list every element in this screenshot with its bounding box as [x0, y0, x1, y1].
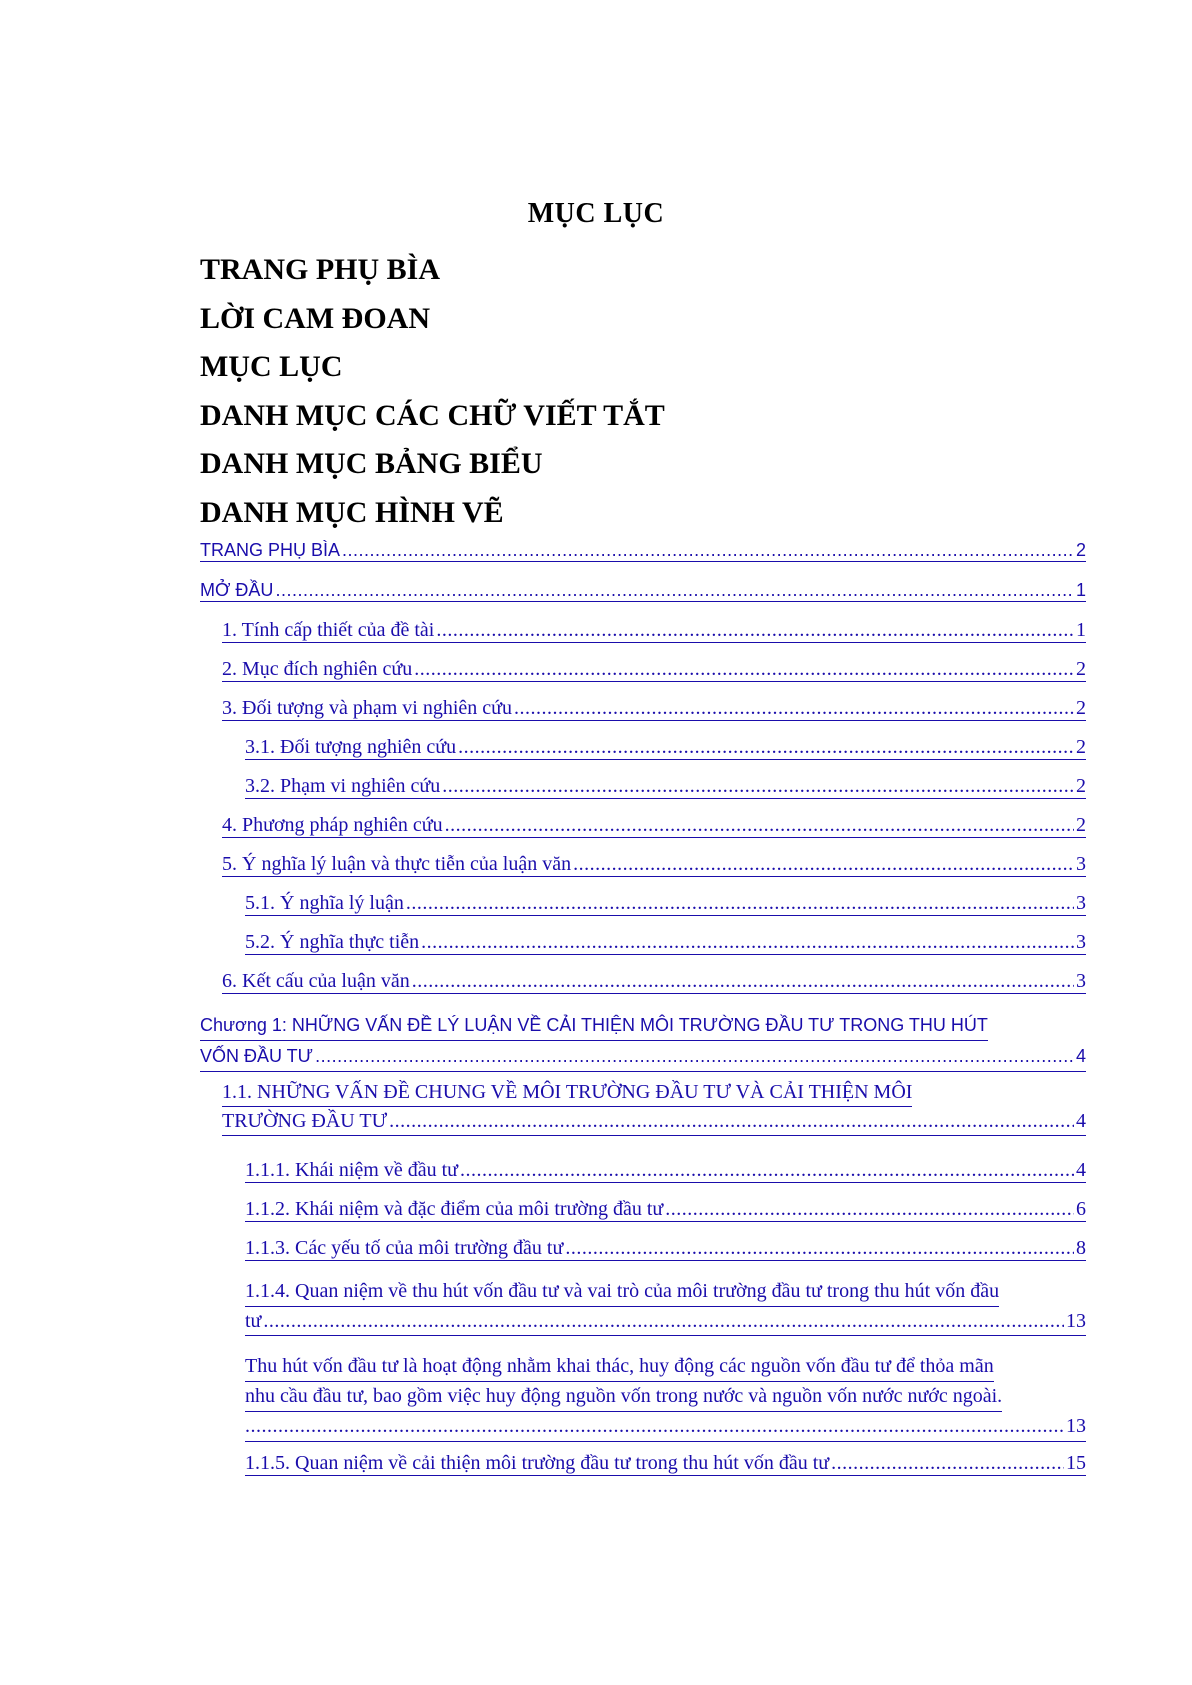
toc-entry-text-line1: 1.1. NHỮNG VẤN ĐỀ CHUNG VỀ MÔI TRƯỜNG ĐẦU TƯ VÀ CẢI THIỆN MÔI	[222, 1078, 912, 1107]
dot-leader	[421, 931, 1074, 954]
toc-entry[interactable]	[245, 736, 1086, 760]
toc-entry-text: 1.1.2. Khái niệm và đặc điểm của môi trường đầu tư	[245, 1198, 664, 1220]
toc-entry[interactable]	[245, 892, 1086, 916]
dot-leader	[414, 658, 1074, 681]
dot-leader	[460, 1159, 1074, 1182]
dot-leader	[442, 775, 1074, 798]
toc-page-number: 4	[1076, 1110, 1086, 1132]
toc-entry-text: 6. Kết cấu của luận văn	[222, 970, 410, 992]
toc-entry-text: 1.1.1. Khái niệm về đầu tư	[245, 1159, 459, 1181]
dot-leader	[514, 697, 1074, 720]
toc-page-number: 2	[1075, 540, 1086, 560]
toc-entry-text: 5.2. Ý nghĩa thực tiễn	[245, 931, 420, 953]
heading-trang-phu-bia: TRANG PHỤ BÌA	[200, 253, 441, 286]
toc-entry-text-line2: tư	[245, 1310, 262, 1332]
dot-leader	[412, 970, 1074, 993]
toc-entry-text: 1. Tính cấp thiết của đề tài	[222, 619, 435, 641]
dot-leader	[245, 1412, 1064, 1441]
dot-leader	[342, 540, 1074, 561]
toc-entry[interactable]	[200, 540, 1086, 562]
toc-entry-chapter-1[interactable]	[200, 1010, 1086, 1072]
toc-entry-text: 1.1.5. Quan niệm về cải thiện môi trường đầu tư trong thu hút vốn đầu tư	[245, 1452, 830, 1474]
toc-page-number: 3	[1076, 853, 1086, 875]
dot-leader	[436, 619, 1074, 642]
toc-entry[interactable]	[222, 619, 1086, 643]
toc-entry-text-line2: nhu cầu đầu tư, bao gồm việc huy động nguồn vốn trong nước và nguồn vốn nước nước ngoài.	[245, 1382, 1002, 1412]
toc-entry[interactable]	[222, 658, 1086, 682]
toc-entry-text: 4. Phương pháp nghiên cứu	[222, 814, 443, 836]
toc-page-number: 1	[1076, 619, 1086, 641]
toc-page-number: 3	[1076, 892, 1086, 914]
dot-leader	[315, 1041, 1074, 1071]
toc-page-number: 2	[1076, 658, 1086, 680]
dot-leader	[389, 1107, 1074, 1135]
toc-entry-text: 5.1. Ý nghĩa lý luận	[245, 892, 404, 914]
toc-entry[interactable]	[245, 931, 1086, 955]
dot-leader	[458, 736, 1074, 759]
toc-entry[interactable]	[245, 1159, 1086, 1183]
page-title: MỤC LỤC	[527, 198, 665, 229]
dot-leader	[565, 1237, 1074, 1260]
toc-entry-text: 3. Đối tượng và phạm vi nghiên cứu	[222, 697, 512, 719]
toc-page-number: 2	[1076, 736, 1086, 758]
heading-muc-luc: MỤC LỤC	[200, 350, 343, 383]
toc-page-number: 13	[1066, 1415, 1086, 1437]
toc-page-number: 3	[1076, 931, 1086, 953]
toc-entry-text-line2: TRƯỜNG ĐẦU TƯ	[222, 1110, 388, 1132]
toc-entry-section-1-1[interactable]	[222, 1078, 1086, 1136]
toc-entry[interactable]	[245, 1452, 1086, 1476]
toc-entry-text: TRANG PHỤ BÌA	[200, 540, 341, 560]
front-matter-headings	[200, 246, 665, 537]
toc-entry-text: 2. Mục đích nghiên cứu	[222, 658, 413, 680]
dot-leader	[445, 814, 1074, 837]
toc-entry[interactable]	[200, 580, 1086, 602]
toc-entry-text: 3.1. Đối tượng nghiên cứu	[245, 736, 457, 758]
toc-page-number: 2	[1076, 775, 1086, 797]
toc-page-number: 4	[1075, 1046, 1086, 1066]
dot-leader	[831, 1452, 1064, 1475]
toc-page-number: 2	[1076, 814, 1086, 836]
toc-entry-paragraph[interactable]	[245, 1352, 1086, 1442]
toc-page-number: 6	[1076, 1198, 1086, 1220]
toc-entry[interactable]	[222, 970, 1086, 994]
toc-entry[interactable]	[222, 697, 1086, 721]
heading-bang-bieu: DANH MỤC BẢNG BIỂU	[200, 447, 543, 480]
toc-entry[interactable]	[222, 814, 1086, 838]
toc-entry-text: MỞ ĐẦU	[200, 580, 274, 600]
toc-entry-text: 3.2. Phạm vi nghiên cứu	[245, 775, 441, 797]
toc-entry[interactable]	[245, 775, 1086, 799]
toc-entry-text-line2: VỐN ĐẦU TƯ	[200, 1046, 314, 1066]
toc-entry-text-line1: Thu hút vốn đầu tư là hoạt động nhằm khai thác, huy động các nguồn vốn đầu tư để thỏa mãn	[245, 1352, 994, 1382]
toc-page-number: 8	[1076, 1237, 1086, 1259]
heading-chu-viet-tat: DANH MỤC CÁC CHỮ VIẾT TẮT	[200, 398, 665, 432]
dot-leader	[573, 853, 1074, 876]
toc-entry[interactable]	[245, 1237, 1086, 1261]
heading-hinh-ve: DANH MỤC HÌNH VẼ	[200, 495, 504, 529]
toc-entry-text-line1: Chương 1: NHỮNG VẤN ĐỀ LÝ LUẬN VỀ CẢI THIỆN MÔI TRƯỜNG ĐẦU TƯ TRONG THU HÚT	[200, 1010, 988, 1041]
toc-entry-text: 1.1.3. Các yếu tố của môi trường đầu tư	[245, 1237, 564, 1259]
toc-entry-text-line1: 1.1.4. Quan niệm về thu hút vốn đầu tư và vai trò của môi trường đầu tư trong thu hút vốn đầu	[245, 1276, 999, 1307]
toc-entry[interactable]	[245, 1198, 1086, 1222]
toc-entry-text: 5. Ý nghĩa lý luận và thực tiễn của luận văn	[222, 853, 572, 875]
toc-page-number: 2	[1076, 697, 1086, 719]
toc-page-number: 4	[1076, 1159, 1086, 1181]
toc-entry-1-1-4[interactable]	[245, 1276, 1086, 1336]
dot-leader	[275, 580, 1074, 601]
heading-loi-cam-doan: LỜI CAM ĐOAN	[200, 301, 430, 335]
toc-page-number: 1	[1075, 580, 1086, 600]
dot-leader	[263, 1307, 1064, 1335]
toc-page-number: 15	[1066, 1452, 1086, 1474]
toc-entry[interactable]	[222, 853, 1086, 877]
dot-leader	[406, 892, 1074, 915]
dot-leader	[665, 1198, 1074, 1221]
toc-page-number: 13	[1066, 1310, 1086, 1332]
toc-page-number: 3	[1076, 970, 1086, 992]
